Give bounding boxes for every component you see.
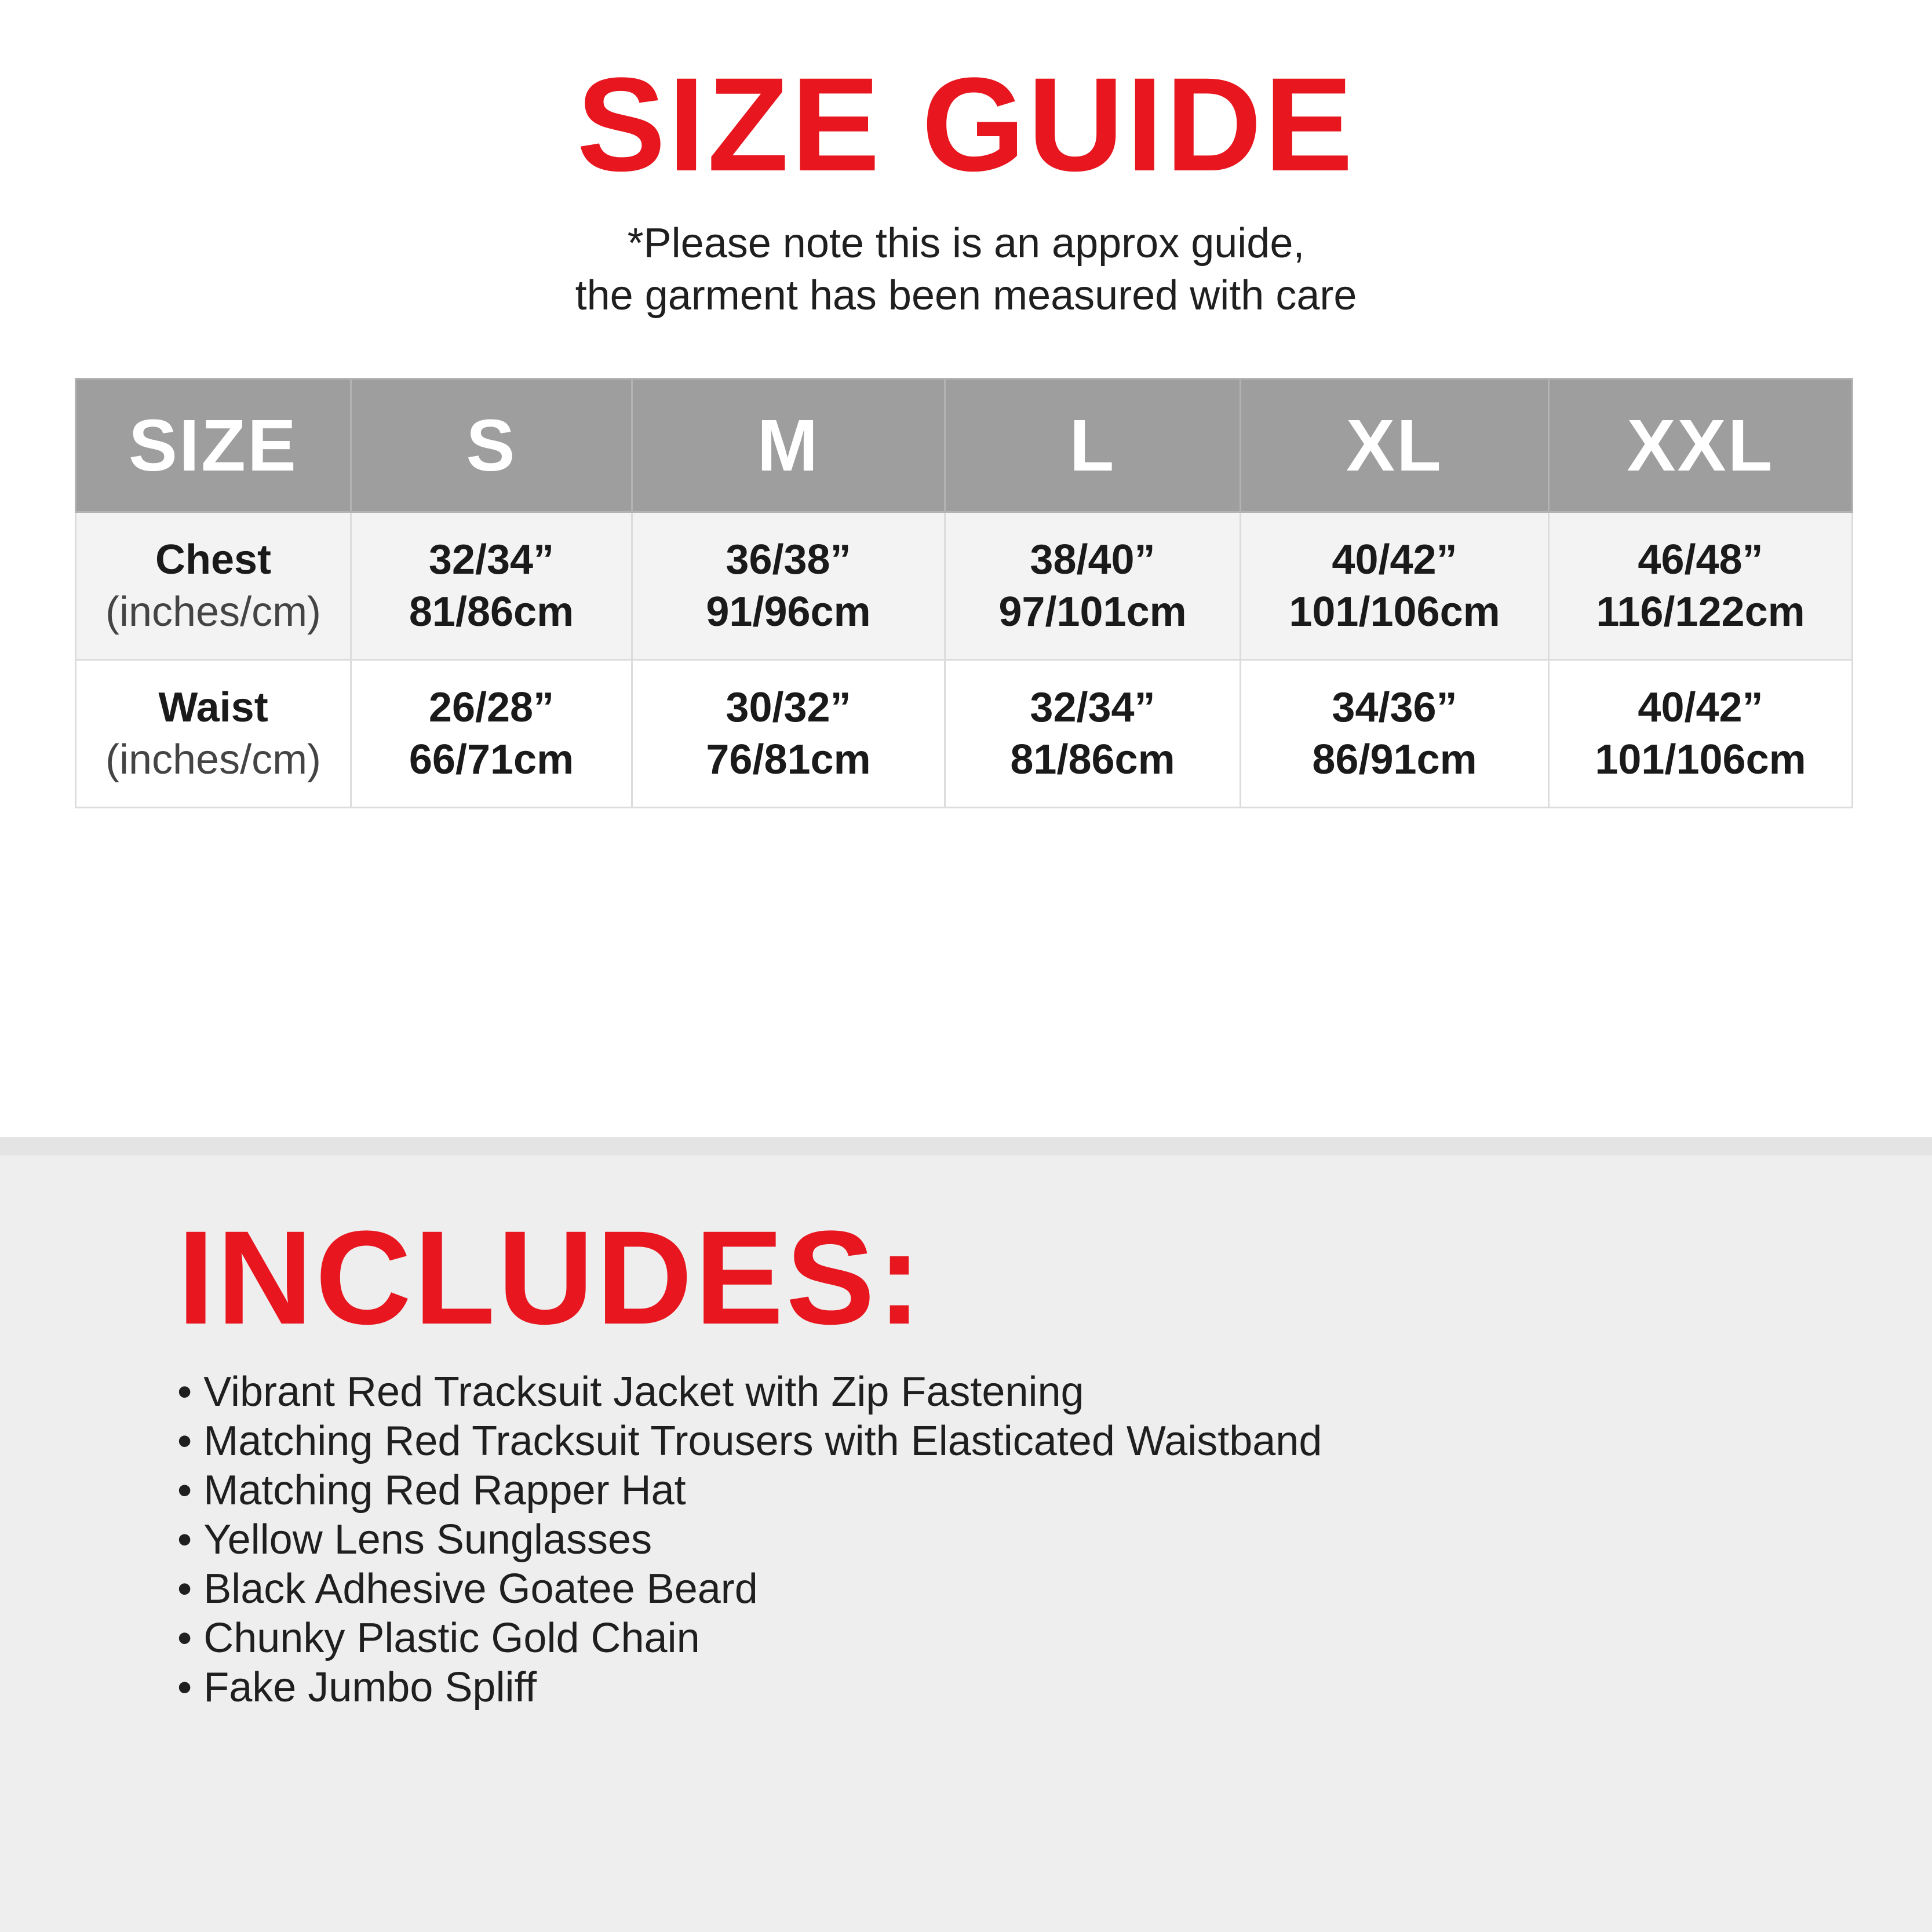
cell-cm: 76/81cm — [706, 737, 871, 783]
cell-inches: 38/40” — [1030, 537, 1155, 583]
cell-inches: 46/48” — [1638, 537, 1763, 583]
row-label-text: Chest — [155, 537, 272, 583]
table-cell — [1241, 512, 1549, 660]
header-size: SIZE — [76, 379, 351, 512]
table-cell — [1549, 512, 1853, 660]
list-item: • Vibrant Red Tracksuit Jacket with Zip Fastening — [177, 1368, 1322, 1417]
table-row-chest — [76, 512, 1853, 660]
cell-cm: 116/122cm — [1596, 589, 1805, 635]
cell-cm: 101/106cm — [1289, 589, 1500, 635]
cell-inches: 32/34” — [1030, 684, 1155, 731]
table-cell — [945, 660, 1241, 808]
list-item: • Fake Jumbo Spliff — [177, 1663, 1322, 1712]
cell-cm: 101/106cm — [1595, 737, 1806, 783]
cell-inches: 36/38” — [726, 537, 851, 583]
table-cell — [945, 512, 1241, 660]
row-label-waist — [76, 660, 351, 808]
includes-list — [177, 1368, 1322, 1712]
size-table-header — [76, 379, 1853, 512]
header-m: M — [632, 379, 945, 512]
cell-cm: 81/86cm — [409, 589, 574, 635]
header-l: L — [945, 379, 1241, 512]
header-xxl: XXL — [1549, 379, 1853, 512]
table-cell — [351, 660, 632, 808]
includes-title: INCLUDES: — [177, 1203, 924, 1352]
table-cell — [632, 512, 945, 660]
cell-cm: 81/86cm — [1010, 737, 1175, 783]
row-label-text: Waist — [158, 684, 268, 731]
header-s: S — [351, 379, 632, 512]
note-line-1: *Please note this is an approx guide, — [627, 220, 1305, 267]
cell-inches: 30/32” — [726, 684, 851, 731]
table-cell — [1549, 660, 1853, 808]
cell-inches: 40/42” — [1638, 684, 1763, 731]
cell-inches: 26/28” — [428, 684, 555, 731]
row-label-unit: (inches/cm) — [105, 589, 322, 635]
list-item: • Matching Red Tracksuit Trousers with Elasticated Waistband — [177, 1417, 1322, 1466]
approx-guide-note — [0, 217, 1932, 322]
list-item: • Black Adhesive Goatee Beard — [177, 1565, 1322, 1614]
cell-inches: 34/36” — [1332, 684, 1457, 731]
size-table — [75, 378, 1853, 808]
list-item: • Yellow Lens Sunglasses — [177, 1515, 1322, 1565]
cell-cm: 86/91cm — [1312, 737, 1477, 783]
header-xl: XL — [1241, 379, 1549, 512]
cell-inches: 40/42” — [1332, 537, 1457, 583]
table-cell — [351, 512, 632, 660]
cell-cm: 66/71cm — [409, 737, 574, 783]
table-row-waist — [76, 660, 1853, 808]
list-item: • Chunky Plastic Gold Chain — [177, 1614, 1322, 1663]
page-title: SIZE GUIDE — [577, 50, 1355, 199]
note-line-2: the garment has been measured with care — [575, 272, 1357, 319]
cell-inches: 32/34” — [428, 537, 555, 583]
table-cell — [632, 660, 945, 808]
cell-cm: 97/101cm — [998, 589, 1187, 635]
table-cell — [1241, 660, 1549, 808]
row-label-chest — [76, 512, 351, 660]
list-item: • Matching Red Rapper Hat — [177, 1466, 1322, 1515]
cell-cm: 91/96cm — [706, 589, 871, 635]
row-label-unit: (inches/cm) — [105, 737, 322, 783]
